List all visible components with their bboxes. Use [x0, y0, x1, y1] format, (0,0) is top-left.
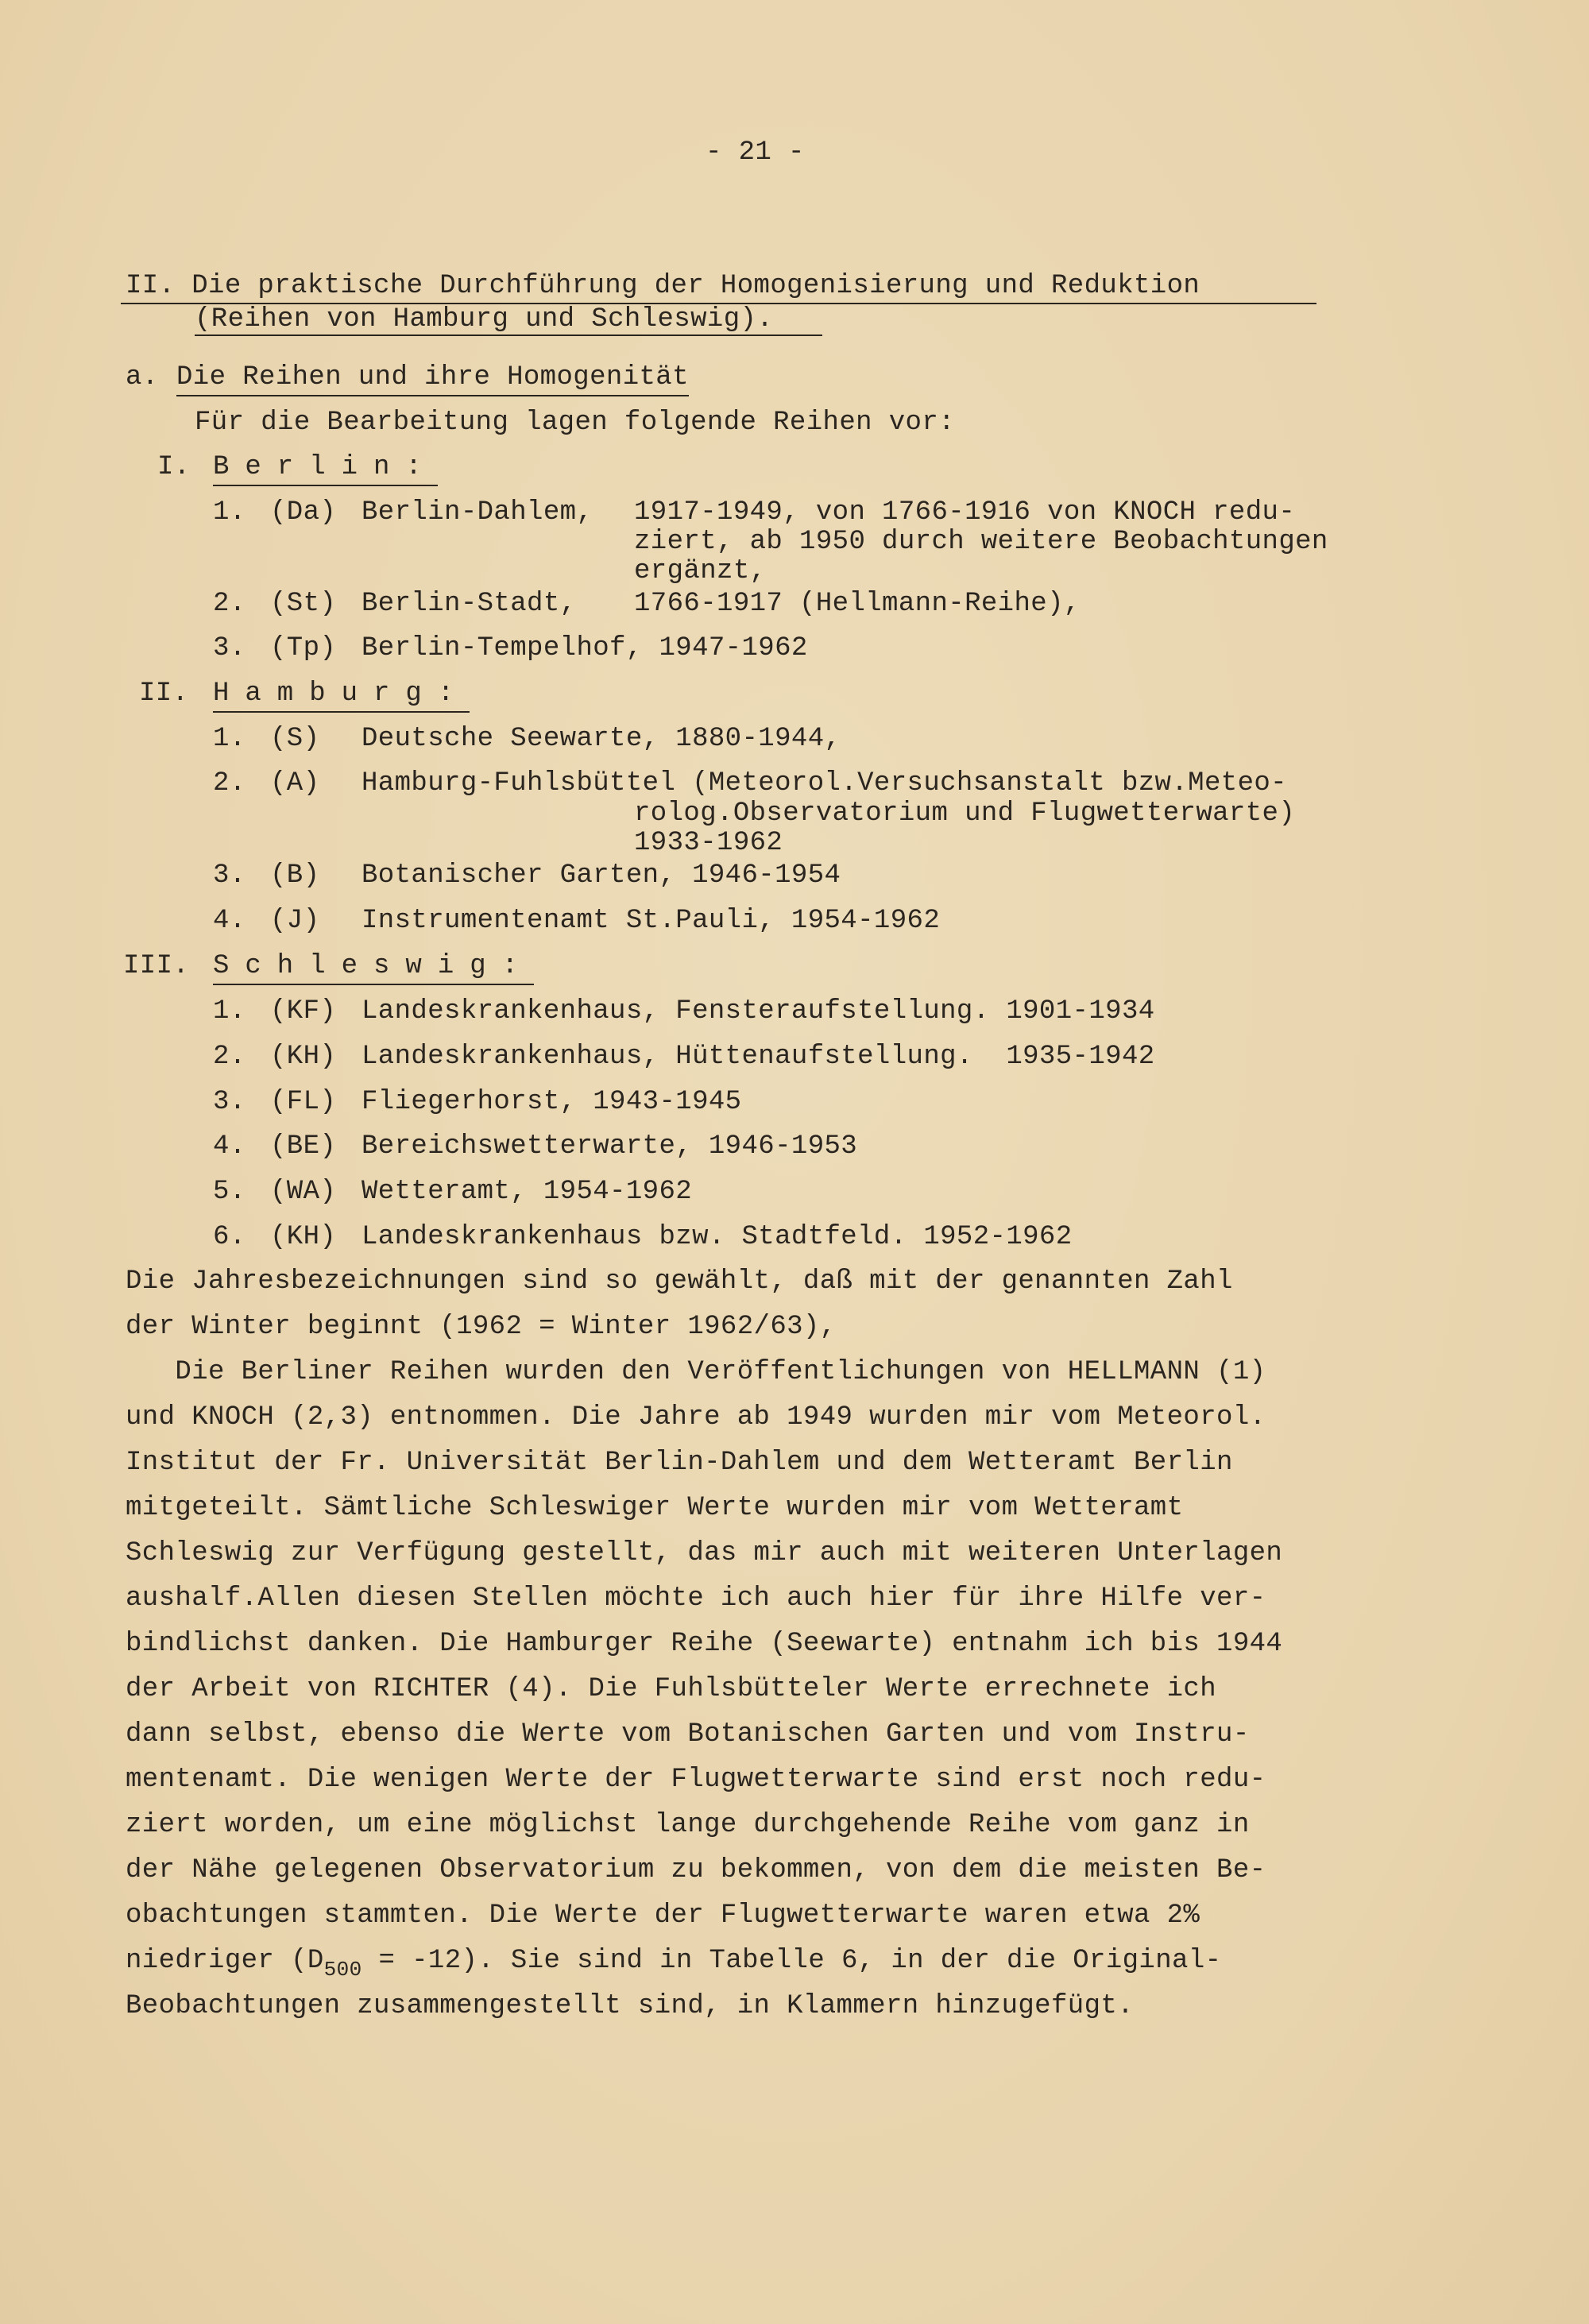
item-code: (B) — [270, 860, 320, 891]
item-num: 2. — [213, 589, 246, 619]
item-text: Berlin-Dahlem, — [361, 497, 593, 528]
item-num: 4. — [213, 1131, 246, 1162]
item-detail: rolog.Observatorium und Flugwetterwarte) — [634, 799, 1296, 829]
heading-underline-2 — [195, 334, 822, 336]
paragraph-line: der Arbeit von RICHTER (4). Die Fuhlsbütteler Werte errechnete ich — [126, 1674, 1217, 1704]
section-heading-line1: II. Die praktische Durchführung der Homogenisierung und Reduktion — [126, 271, 1200, 301]
item-num: 1. — [213, 724, 246, 754]
group-numeral-schleswig: III. — [123, 951, 190, 981]
formula-before: niedriger ( — [126, 1946, 307, 1976]
item-num: 1. — [213, 996, 246, 1027]
item-num: 4. — [213, 906, 246, 936]
subsection-prefix: a. — [126, 362, 159, 392]
item-code: (KH) — [270, 1042, 337, 1072]
group-name-hamburg: Hamburg: — [213, 678, 470, 713]
paragraph-line: der Nähe gelegenen Observatorium zu bekommen, von dem die meisten Be- — [126, 1855, 1266, 1885]
item-num: 5. — [213, 1177, 246, 1207]
item-text: Hamburg-Fuhlsbüttel (Meteorol.Versuchsanstalt bzw.Meteo- — [361, 768, 1287, 799]
intro-text: Für die Bearbeitung lagen folgende Reihen vor: — [195, 408, 955, 438]
paragraph-line: ziert worden, um eine möglichst lange durchgehende Reihe vom ganz in — [126, 1810, 1250, 1840]
formula-symbol: D — [307, 1946, 324, 1976]
item-text: Berlin-Stadt, — [361, 589, 577, 619]
item-text: Bereichswetterwarte, 1946-1953 — [361, 1131, 858, 1162]
paragraph-line: mitgeteilt. Sämtliche Schleswiger Werte wurden mir vom Wetteramt — [126, 1493, 1184, 1523]
item-detail: 1766-1917 (Hellmann-Reihe), — [634, 589, 1081, 619]
subsection-title: Die Reihen und ihre Homogenität — [176, 362, 689, 396]
item-code: (BE) — [270, 1131, 337, 1162]
item-text: Fliegerhorst, 1943-1945 — [361, 1087, 742, 1117]
item-text: Instrumentenamt St.Pauli, 1954-1962 — [361, 906, 941, 936]
item-code: (KF) — [270, 996, 337, 1027]
section-heading-line2: (Reihen von Hamburg und Schleswig). — [195, 304, 774, 334]
formula-subscript: 500 — [323, 1958, 362, 1982]
note-line: Die Jahresbezeichnungen sind so gewählt, daß mit der genannten Zahl — [126, 1266, 1233, 1297]
formula-line — [126, 1945, 1221, 1986]
item-code: (Da) — [270, 497, 337, 528]
item-num: 3. — [213, 1087, 246, 1117]
item-detail: 1917-1949, von 1766-1916 von KNOCH redu- — [634, 497, 1296, 528]
item-num: 3. — [213, 633, 246, 663]
item-code: (A) — [270, 768, 320, 799]
paragraph-line: mentenamt. Die wenigen Werte der Flugwetterwarte sind erst noch redu- — [126, 1765, 1266, 1795]
item-text: Botanischer Garten, 1946-1954 — [361, 860, 841, 891]
paragraph-last-line: Beobachtungen zusammengestellt sind, in Klammern hinzugefügt. — [126, 1991, 1135, 2021]
group-name-schleswig: Schleswig: — [213, 950, 534, 985]
item-text: Deutsche Seewarte, 1880-1944, — [361, 724, 841, 754]
item-text: Wetteramt, 1954-1962 — [361, 1177, 693, 1207]
item-code: (S) — [270, 724, 320, 754]
item-code: (St) — [270, 589, 337, 619]
item-code: (KH) — [270, 1222, 337, 1252]
item-code: (Tp) — [270, 633, 337, 663]
item-code: (WA) — [270, 1177, 337, 1207]
item-num: 6. — [213, 1222, 246, 1252]
paragraph-line: dann selbst, ebenso die Werte vom Botanischen Garten und vom Instru- — [126, 1719, 1250, 1750]
group-numeral-berlin: I. — [157, 452, 191, 482]
item-code: (J) — [270, 906, 320, 936]
note-line: der Winter beginnt (1962 = Winter 1962/63), — [126, 1312, 837, 1342]
paragraph-line: Die Berliner Reihen wurden den Veröffentlichungen von HELLMANN (1) — [126, 1357, 1266, 1387]
item-text: Landeskrankenhaus bzw. Stadtfeld. 1952-1962 — [361, 1222, 1073, 1252]
item-detail: ziert, ab 1950 durch weitere Beobachtungen — [634, 527, 1328, 557]
paragraph-line: Institut der Fr. Universität Berlin-Dahlem und dem Wetteramt Berlin — [126, 1448, 1233, 1478]
item-code: (FL) — [270, 1087, 337, 1117]
item-detail: ergänzt, — [634, 556, 767, 586]
paragraph-line: und KNOCH (2,3) entnommen. Die Jahre ab 1949 wurden mir vom Meteorol. — [126, 1402, 1266, 1433]
item-text: Landeskrankenhaus, Fensteraufstellung. 1901-1934 — [361, 996, 1155, 1027]
item-text: Berlin-Tempelhof, 1947-1962 — [361, 633, 808, 663]
paragraph-line: bindlichst danken. Die Hamburger Reihe (Seewarte) entnahm ich bis 1944 — [126, 1629, 1283, 1659]
formula-after: = -12). Sie sind in Tabelle 6, in der die Original- — [361, 1946, 1222, 1976]
item-num: 1. — [213, 497, 246, 528]
paragraph-line: Schleswig zur Verfügung gestellt, das mir auch mit weiteren Unterlagen — [126, 1538, 1283, 1568]
item-num: 2. — [213, 1042, 246, 1072]
item-num: 3. — [213, 860, 246, 891]
item-detail: 1933-1962 — [634, 828, 783, 858]
paragraph-line: obachtungen stammten. Die Werte der Flugwetterwarte waren etwa 2% — [126, 1901, 1200, 1931]
item-text: Landeskrankenhaus, Hüttenaufstellung. 1935-1942 — [361, 1042, 1155, 1072]
paragraph-line: aushalf.Allen diesen Stellen möchte ich auch hier für ihre Hilfe ver- — [126, 1583, 1266, 1614]
item-num: 2. — [213, 768, 246, 799]
group-name-berlin: Berlin: — [213, 451, 438, 486]
page-number: - 21 - — [706, 137, 805, 168]
group-numeral-hamburg: II. — [139, 679, 189, 709]
